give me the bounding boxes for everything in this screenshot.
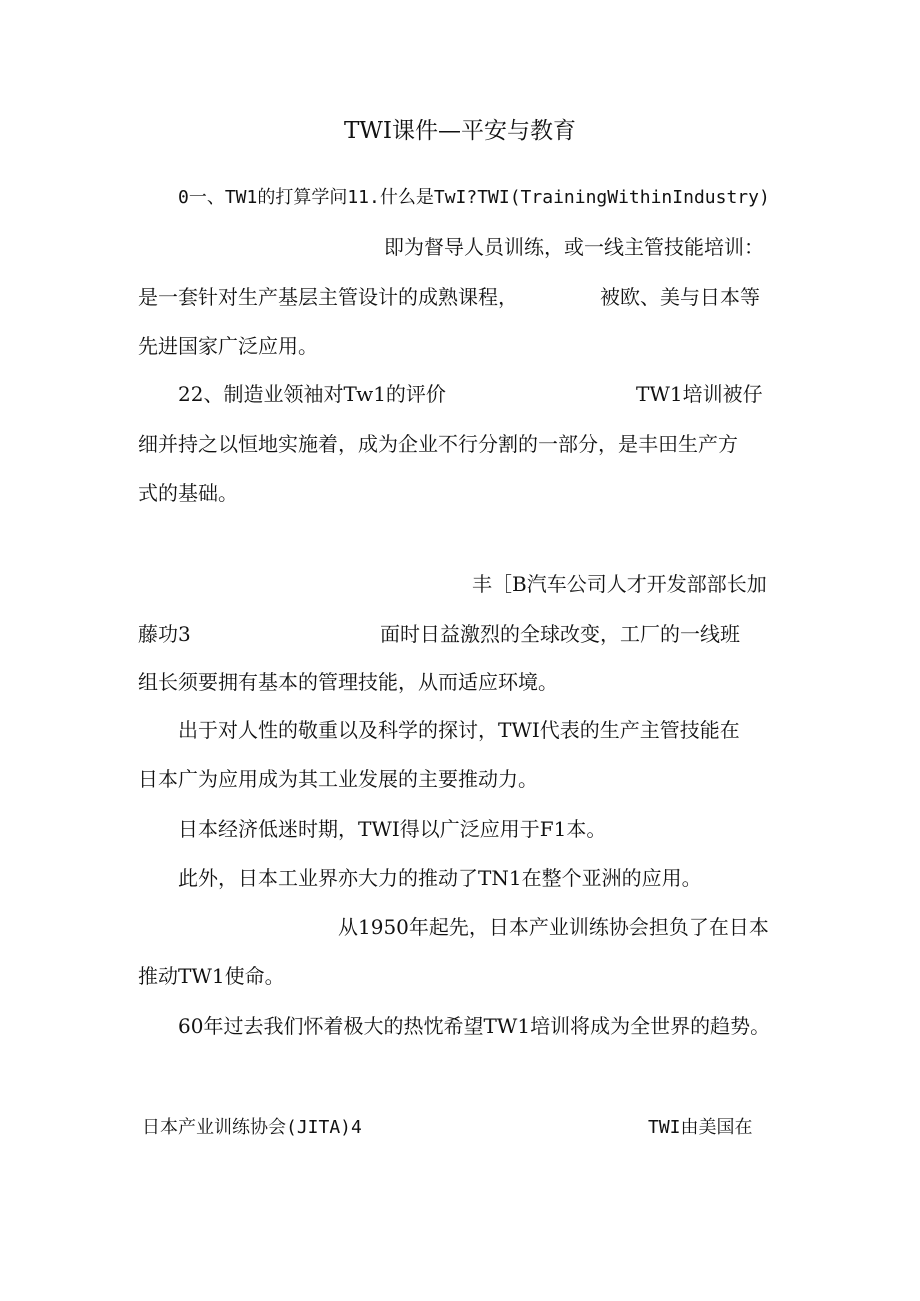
paragraph-line: 藤功3 bbox=[138, 622, 191, 646]
paragraph-line: 式的基础。 bbox=[138, 481, 238, 505]
paragraph-line: 先进国家广泛应用。 bbox=[138, 334, 318, 358]
paragraph-line: 推动TW1使命。 bbox=[138, 964, 285, 988]
paragraph-line: 细并持之以恒地实施着，成为企业不行分割的一部分，是丰田生产方 bbox=[138, 432, 738, 456]
paragraph-line: 60年过去我们怀着极大的热忱希望TW1培训将成为全世界的趋势。 bbox=[178, 1014, 771, 1038]
paragraph-line: 被欧、美与日本等 bbox=[600, 285, 760, 309]
paragraph-line: 出于对人性的敬重以及科学的探讨，TWI代表的生产主管技能在 bbox=[178, 718, 740, 742]
paragraph-line: 此外，日本工业界亦大力的推动了TN1在整个亚洲的应用。 bbox=[178, 866, 702, 890]
paragraph-line: 日本经济低迷时期，TWI得以广泛应用于F1本。 bbox=[178, 817, 607, 841]
paragraph-line: TWI由美国在 bbox=[648, 1117, 753, 1138]
paragraph-line: 面时日益激烈的全球改变，工厂的一线班 bbox=[380, 622, 740, 646]
paragraph-line: TW1培训被仔 bbox=[636, 382, 763, 406]
paragraph-line: 日本产业训练协会(JITA)4 bbox=[142, 1117, 362, 1138]
paragraph-line: 即为督导人员训练，或一线主管技能培训： bbox=[384, 235, 764, 259]
paragraph-line: 从1950年起先，日本产业训练协会担负了在日本 bbox=[338, 915, 769, 939]
paragraph-line: 丰［B汽车公司人才开发部部长加 bbox=[472, 572, 767, 596]
paragraph-line: 22、制造业领袖对Tw1的评价 bbox=[178, 382, 446, 406]
page-title: TWI课件—平安与教育 bbox=[343, 118, 577, 144]
paragraph-line: 日本广为应用成为其工业发展的主要推动力。 bbox=[138, 767, 538, 791]
paragraph-line: 0一、TW1的打算学问11.什么是TwI?TWI(TrainingWithinIndustry) bbox=[178, 187, 770, 208]
paragraph-line: 是一套针对生产基层主管设计的成熟课程， bbox=[138, 285, 518, 309]
paragraph-line: 组长须要拥有基本的管理技能，从而适应环境。 bbox=[138, 670, 558, 694]
